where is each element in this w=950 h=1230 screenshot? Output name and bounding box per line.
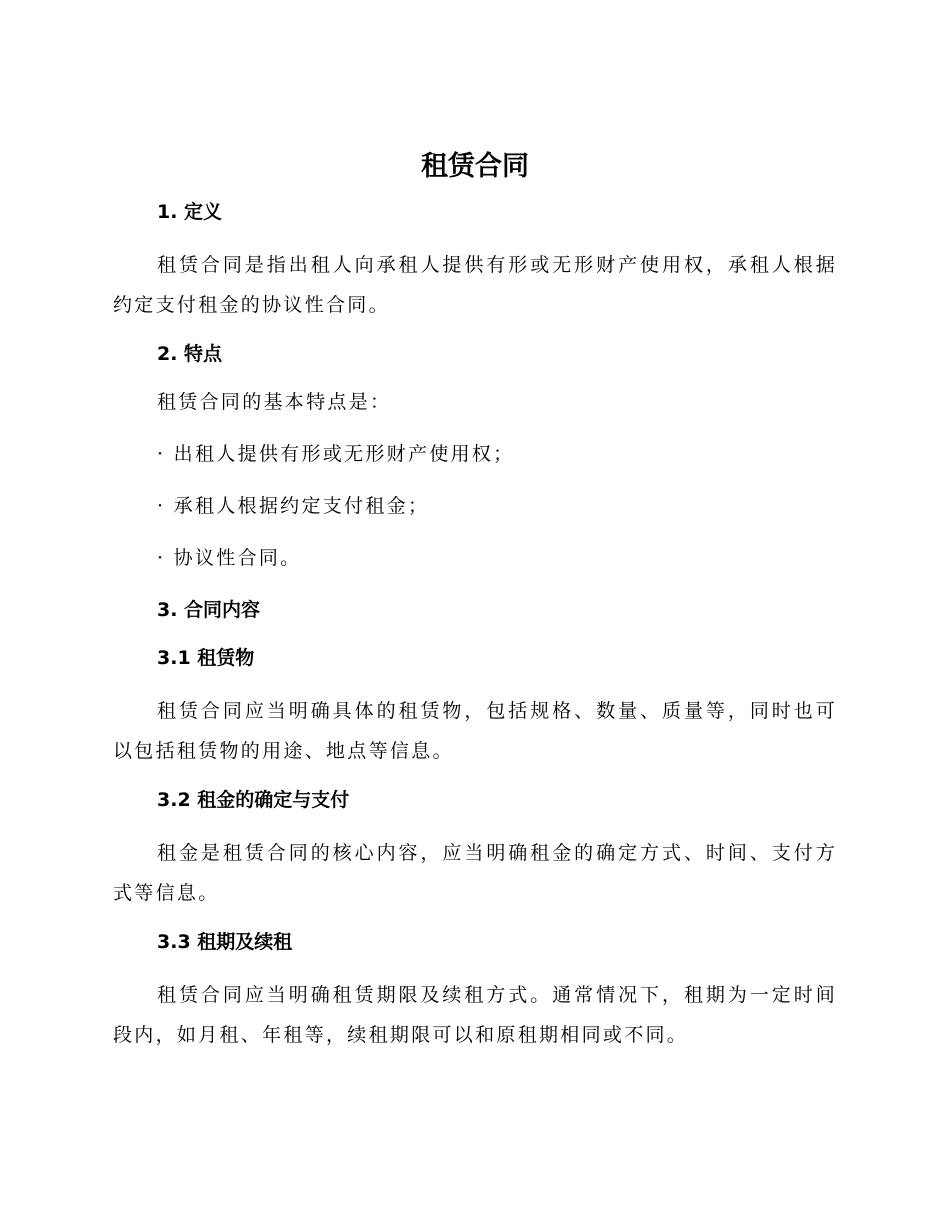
paragraph-definition: 租赁合同是指出租人向承租人提供有形或无形财产使用权，承租人根据约定支付租金的协议性合同。 xyxy=(113,254,837,316)
document-title: 租赁合同 xyxy=(421,151,529,182)
section-heading-definition: 1. 定义 xyxy=(157,201,223,223)
paragraph-lease-term: 租赁合同应当明确租赁期限及续租方式。通常情况下，租期为一定时间段内，如月租、年租等，续租期限可以和原租期相同或不同。 xyxy=(113,984,837,1046)
paragraph-rent: 租金是租赁合同的核心内容，应当明确租金的确定方式、时间、支付方式等信息。 xyxy=(113,842,837,904)
paragraph-leased-property: 租赁合同应当明确具体的租赁物，包括规格、数量、质量等，同时也可以包括租赁物的用途、地点等信息。 xyxy=(113,700,837,762)
subsection-heading-rent: 3.2 租金的确定与支付 xyxy=(157,789,350,811)
section-heading-features: 2. 特点 xyxy=(157,343,223,365)
list-item: · 协议性合同。 xyxy=(157,547,302,569)
list-item: · 出租人提供有形或无形财产使用权； xyxy=(157,443,515,465)
subsection-heading-leased-property: 3.1 租赁物 xyxy=(157,647,255,669)
list-item: · 承租人根据约定支付租金； xyxy=(157,495,430,517)
subsection-heading-lease-term: 3.3 租期及续租 xyxy=(157,931,293,953)
paragraph-features-intro: 租赁合同的基本特点是： xyxy=(157,391,392,413)
section-heading-contract-content: 3. 合同内容 xyxy=(157,599,261,621)
